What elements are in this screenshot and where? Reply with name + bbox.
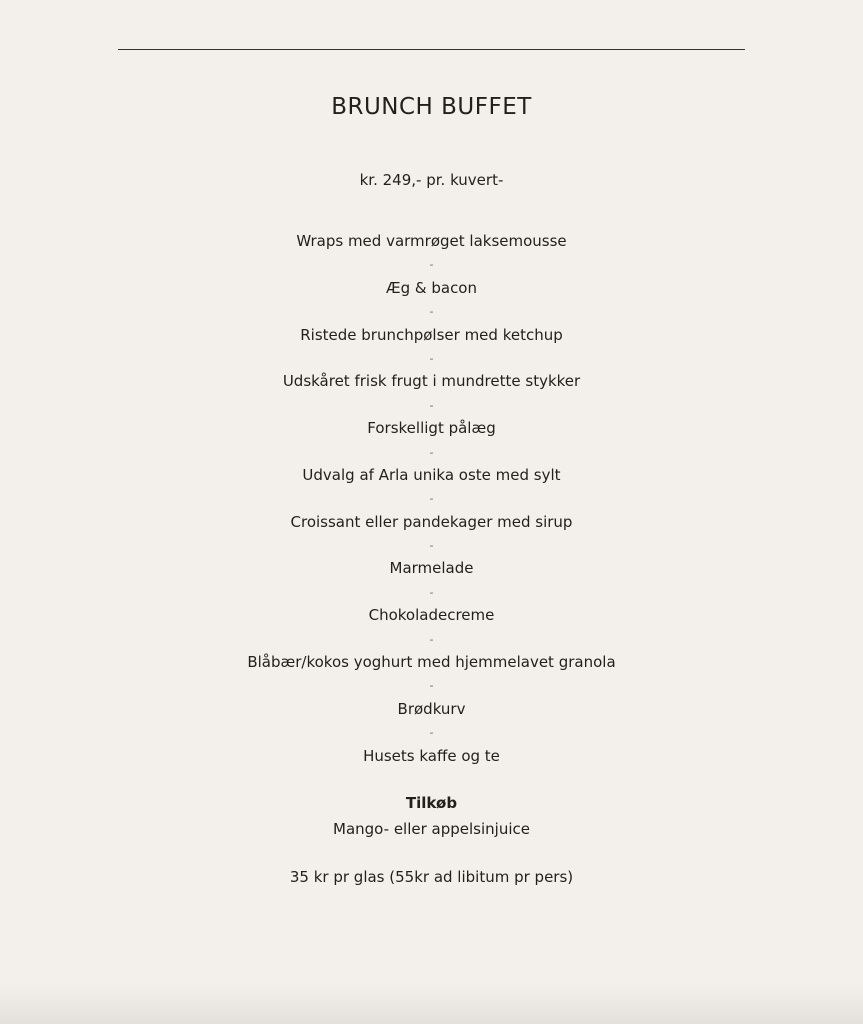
top-divider xyxy=(118,49,745,50)
menu-item: Brødkurv xyxy=(397,699,466,718)
menu-price: kr. 249,- pr. kuvert- xyxy=(359,171,504,189)
menu-separator: - xyxy=(429,726,434,740)
menu-separator: - xyxy=(429,445,434,459)
menu-item: Wraps med varmrøget laksemousse xyxy=(296,232,567,250)
menu-separator: - xyxy=(429,258,434,272)
menu-item: Æg & bacon xyxy=(385,278,477,297)
menu-separator: - xyxy=(429,679,434,693)
addon-item: Mango- eller appelsinjuice xyxy=(333,820,530,838)
menu-separator: - xyxy=(429,539,434,553)
menu-item: Croissant eller pandekager med sirup xyxy=(290,512,573,531)
menu-separator: - xyxy=(429,632,434,646)
addon-heading: Tilkøb xyxy=(405,794,458,812)
menu-item: Chokoladecreme xyxy=(368,606,495,625)
menu-separator: - xyxy=(429,305,434,319)
menu-separator: - xyxy=(429,585,434,599)
menu-item: Husets kaffe og te xyxy=(363,746,500,765)
addon-price: 35 kr pr glas (55kr ad libitum pr pers) xyxy=(289,868,574,886)
menu-separator: - xyxy=(429,351,434,365)
menu-title: BRUNCH BUFFET xyxy=(331,94,532,120)
menu-item: Blåbær/kokos yoghurt med hjemmelavet granola xyxy=(247,653,616,672)
menu-list xyxy=(0,230,863,768)
menu-separator: - xyxy=(429,398,434,412)
menu-separator: - xyxy=(429,492,434,506)
menu-item: Udvalg af Arla unika oste med sylt xyxy=(302,465,561,484)
bottom-shadow xyxy=(0,984,863,1024)
menu-item: Marmelade xyxy=(389,559,474,578)
menu-item: Forskelligt pålæg xyxy=(367,419,496,438)
menu-item: Udskåret frisk frugt i mundrette stykker xyxy=(282,372,581,391)
menu-item: Ristede brunchpølser med ketchup xyxy=(300,325,563,344)
